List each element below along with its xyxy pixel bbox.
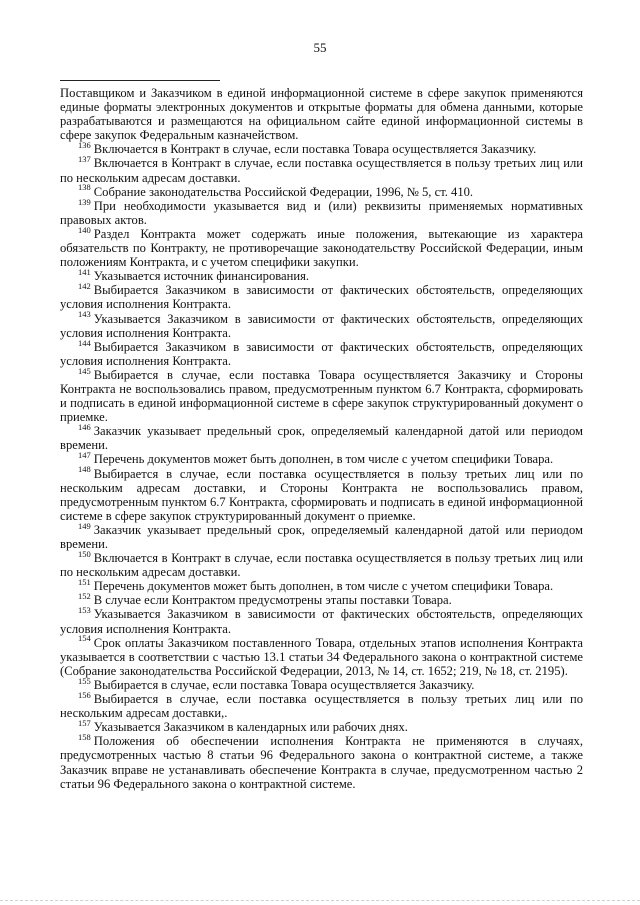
footnote-144 [60,337,583,368]
footnote-text: Собрание законодательства Российской Федерации, 1996, № 5, ст. 410. [93,184,474,199]
footnote-146 [60,424,583,452]
footnote-text: При необходимости указывается вид и (или) реквизиты применяемых нормативных правовых актов. [60,198,583,227]
footnote-154 [60,633,583,678]
footnote-137 [60,156,583,184]
footnote-mark: 139 [78,196,91,207]
footnote-separator [60,80,220,81]
footnote-mark: 144 [78,337,91,348]
footnote-text: Поставщиком и Заказчиком в единой информационной системе в сфере закупок применяются единые форматы электронных документов и открытые форматы для обмена данными, которые разрабатываются и размещаются на официальном сайте единой информационной системы в сфере закупок Федеральным казначейством. [60,86,583,143]
footnote-text: Перечень документов может быть дополнен, в том числе с учетом специфики Товара. [93,452,554,467]
footnote-mark: 142 [78,281,91,292]
footnote-155 [60,675,583,692]
footnote-mark: 150 [78,548,91,559]
footnote-mark: 146 [78,422,91,433]
footnote-text: В случае если Контрактом предусмотрены этапы поставки Товара. [93,593,452,608]
footnote-mark: 137 [78,154,91,165]
footnote-mark: 148 [78,464,91,475]
footnote-mark: 156 [78,689,91,700]
footnote-text: Перечень документов может быть дополнен, в том числе с учетом специфики Товара. [93,579,554,594]
footnote-138 [60,182,583,199]
footnote-text: Указывается Заказчиком в зависимости от фактических обстоятельств, определяющих условия исполнения Контракта. [60,311,583,340]
footnote-mark: 143 [78,309,91,320]
footnote-156 [60,689,583,721]
footnote-mark: 157 [78,718,91,729]
footnote-139 [60,196,583,227]
footnote-mark: 155 [78,675,91,686]
footnote-text: Выбирается в случае, если поставка Товара осуществляется Заказчику. [93,677,475,692]
footnote-text: Указывается источник финансирования. [93,269,310,284]
page-bottom-edge [0,900,640,902]
footnote-mark: 138 [78,182,91,193]
footnote-mark: 145 [78,365,91,376]
footnote-145 [60,365,583,425]
footnote-text: Срок оплаты Заказчиком поставленного Товара, отдельных этапов исполнения Контракта указывается в соответствии с частью 13.1 статьи 34 Федерального закона о контрактной системе (Собрание законодательства Российской Федерации, 2013, № 14, ст. 1652; 219, № 18, ст. 2195). [60,635,583,678]
footnote-153 [60,607,583,635]
footnote-151 [60,579,583,593]
footnote-text: Выбирается в случае, если поставка осуществляется в пользу третьих лиц или по нескольким адресам доставки,. [60,692,583,721]
footnote-mark: 152 [78,591,91,602]
footnote-text: Включается в Контракт в случае, если поставка осуществляется в пользу третьих лиц или по нескольким адресам доставки. [60,551,583,580]
footnote-140 [60,224,583,270]
footnote-141 [60,269,583,283]
footnote-mark: 136 [78,140,91,151]
footnote-mark: 158 [78,732,91,743]
footnote-text: Выбирается Заказчиком в зависимости от фактических обстоятельств, определяющих условия исполнения Контракта. [60,339,583,368]
footnote-text: Заказчик указывает предельный срок, определяемый календарной датой или периодом времени. [60,522,583,551]
footnote-mark: 141 [78,267,91,278]
footnote-text: Включается в Контракт в случае, если поставка Товара осуществляется Заказчику. [93,142,537,157]
page-number: 55 [313,40,327,55]
footnote-149 [60,520,583,551]
footnote-mark: 140 [78,224,91,235]
footnote-mark: 149 [78,520,91,531]
footnote-text: Положения об обеспечении исполнения Контракта не применяются в случаях, предусмотренных частью 8 статьи 96 Федерального закона о контрактной системе, а также Заказчик вправе не устанавливать обеспечение Контракта в случае, предусмотренном частью 2 статьи 96 Федерального закона о контрактной системе. [60,734,583,791]
footnote-mark: 147 [78,450,91,461]
footnote-text: Заказчик указывает предельный срок, определяемый календарной датой или периодом времени. [60,424,583,453]
footnote-text: Раздел Контракта может содержать иные положения, вытекающие из характера обязательств по Контракту, не противоречащие законодательству Российской Федерации, иным положениям Контракта, и с учетом специфики закупки. [60,226,583,270]
footnote-mark: 153 [78,605,91,616]
footnote-text: Выбирается в случае, если поставка Товара осуществляется Заказчику и Стороны Контракта не воспользовались правом, предусмотренным пунктом 6.7 Контракта, сформировать и подписать в единой информационной системе в сфере закупок структурированный документ о приемке. [60,367,583,425]
footnote-157 [60,720,583,734]
footnotes-block [60,86,583,791]
footnote-text: Выбирается Заказчиком в зависимости от фактических обстоятельств, определяющих условия исполнения Контракта. [60,283,583,312]
footnote-text: Выбирается в случае, если поставка осуществляется в пользу третьих лиц или по нескольким адресам доставки, и Стороны Контракта не воспользовались правом, предусмотренным пунктом 6.7 Контракта, сформировать и подписать в единой информационной системе в сфере закупок структурированный документ о приемке. [60,466,583,523]
footnote-142 [60,283,583,311]
footnote-continuation [60,86,583,142]
footnote-143 [60,309,583,340]
footnote-mark: 151 [78,577,91,588]
footnote-152 [60,593,583,607]
footnote-147 [60,452,583,466]
footnote-mark: 154 [78,633,91,644]
footnote-text: Указывается Заказчиком в календарных или рабочих днях. [93,720,408,735]
footnote-158 [60,734,583,790]
footnote-136 [60,142,583,156]
footnote-text: Указывается Заказчиком в зависимости от фактических обстоятельств, определяющих условия исполнения Контракта. [60,607,583,636]
footnote-148 [60,464,583,523]
footnote-text: Включается в Контракт в случае, если поставка осуществляется в пользу третьих лиц или по нескольким адресам доставки. [60,156,583,185]
footnote-150 [60,548,583,580]
